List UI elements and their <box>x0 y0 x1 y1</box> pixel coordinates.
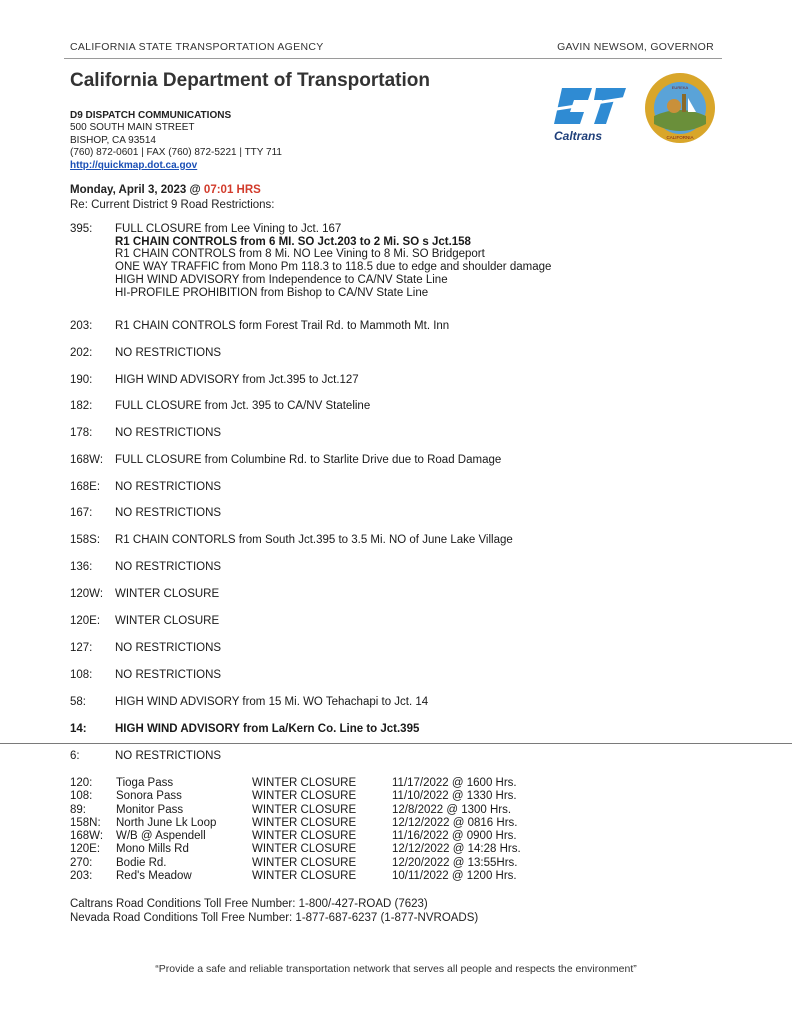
section-divider <box>0 743 792 744</box>
header-rule <box>64 58 722 59</box>
route-status: WINTER CLOSURE <box>115 588 220 600</box>
governor-name: GAVIN NEWSOM, GOVERNOR <box>557 41 714 53</box>
route-status: WINTER CLOSURE <box>115 615 220 627</box>
route-row <box>70 669 221 681</box>
route-number: 178: <box>70 427 93 439</box>
route-number: 190: <box>70 374 93 386</box>
table-row: 108: Sonora Pass WINTER CLOSURE 11/10/2022 @ 1330 Hrs. <box>70 790 517 803</box>
nevada-phone-line: Nevada Road Conditions Toll Free Number: 1-877-687-6237 (1-877-NVROADS) <box>70 912 479 924</box>
route-row <box>70 588 219 600</box>
route-status: FULL CLOSURE from Jct. 395 to CA/NV Stateline <box>115 400 371 412</box>
svg-text:EUREKA: EUREKA <box>671 85 689 90</box>
office-name: D9 DISPATCH COMMUNICATIONS <box>70 110 232 121</box>
route-row <box>70 374 359 386</box>
table-row: 120: Tioga Pass WINTER CLOSURE 11/17/2022 @ 1600 Hrs. <box>70 777 517 789</box>
route-row <box>70 454 501 466</box>
route-row <box>70 481 221 493</box>
route-number: 158S: <box>70 534 101 546</box>
route-number: 127: <box>70 642 93 654</box>
office-block <box>70 110 282 172</box>
route-row <box>70 750 221 762</box>
route-row <box>70 723 419 735</box>
route-row <box>70 347 221 359</box>
route-number: 14: <box>70 723 87 735</box>
report-date: Monday, April 3, 2023 @ <box>70 184 204 196</box>
restriction-line: R1 CHAIN CONTROLS from 8 Mi. NO Lee Vining to 8 Mi. SO Bridgeport <box>115 248 485 261</box>
svg-text:CALIFORNIA: CALIFORNIA <box>666 135 694 140</box>
caltrans-wordmark: Caltrans <box>554 129 603 143</box>
route-row <box>70 534 513 546</box>
route-row <box>70 696 428 708</box>
restriction-line: R1 CHAIN CONTROLS from 6 MI. SO Jct.203 to 2 Mi. SO s Jct.158 <box>115 235 471 248</box>
mission-statement: “Provide a safe and reliable transportation network that serves all people and respects the environment” <box>155 963 637 975</box>
table-row: 270: Bodie Rd. WINTER CLOSURE 12/20/2022 @ 13:55Hrs. <box>70 856 518 869</box>
route-number: 136: <box>70 561 93 573</box>
restriction-line: ONE WAY TRAFFIC from Mono Pm 118.3 to 118.5 due to edge and shoulder damage <box>115 261 552 274</box>
route-status: R1 CHAIN CONTORLS from South Jct.395 to 3.5 Mi. NO of June Lake Village <box>115 534 513 546</box>
route-number: 120E: <box>70 615 101 627</box>
route-number: 395: <box>70 223 93 235</box>
route-number: 182: <box>70 400 93 412</box>
route-number: 58: <box>70 696 86 708</box>
route-status: NO RESTRICTIONS <box>115 481 222 493</box>
dateline <box>70 184 261 196</box>
route-row <box>70 642 221 654</box>
route-number: 168E: <box>70 481 101 493</box>
agency-name: CALIFORNIA STATE TRANSPORTATION AGENCY <box>70 41 324 53</box>
route-status: NO RESTRICTIONS <box>115 507 222 519</box>
route-number: 202: <box>70 347 93 359</box>
subject-line: Re: Current District 9 Road Restrictions: <box>70 199 275 211</box>
restriction-line: FULL CLOSURE from Lee Vining to Jct. 167 <box>115 223 342 235</box>
route-row <box>70 615 219 627</box>
route-number: 167: <box>70 507 93 519</box>
route-status: NO RESTRICTIONS <box>115 642 222 654</box>
office-phones: (760) 872-0601 | FAX (760) 872-5221 | TTY 711 <box>70 147 282 159</box>
quickmap-link[interactable]: http://quickmap.dot.ca.gov <box>70 159 198 171</box>
caltrans-logo <box>548 80 630 146</box>
route-row <box>70 427 221 439</box>
route-status: NO RESTRICTIONS <box>115 750 222 762</box>
route-status: FULL CLOSURE from Columbine Rd. to Starlite Drive due to Road Damage <box>115 454 502 466</box>
route-number: 120W: <box>70 588 104 600</box>
route-number: 108: <box>70 669 93 681</box>
caltrans-phone-line: Caltrans Road Conditions Toll Free Number: 1-800/-427-ROAD (7623) <box>70 898 428 910</box>
department-title: California Department of Transportation <box>70 70 430 91</box>
table-row: 158N: North June Lk Loop WINTER CLOSURE 12/12/2022 @ 0816 Hrs. <box>70 816 518 829</box>
route-status: NO RESTRICTIONS <box>115 427 222 439</box>
route-status: HIGH WIND ADVISORY from Jct.395 to Jct.127 <box>115 374 359 386</box>
restriction-line: HIGH WIND ADVISORY from Independence to CA/NV State Line <box>115 273 448 286</box>
route-395-block <box>70 223 750 299</box>
route-status: R1 CHAIN CONTROLS form Forest Trail Rd. to Mammoth Mt. Inn <box>115 320 450 332</box>
office-street: 500 SOUTH MAIN STREET <box>70 122 195 134</box>
restriction-line: HI-PROFILE PROHIBITION from Bishop to CA/NV State Line <box>115 286 429 299</box>
route-status: NO RESTRICTIONS <box>115 669 222 681</box>
report-time: 07:01 HRS <box>203 184 261 196</box>
route-status: HIGH WIND ADVISORY from La/Kern Co. Line to Jct.395 <box>115 723 420 735</box>
route-row <box>70 561 221 573</box>
route-status: NO RESTRICTIONS <box>115 347 222 359</box>
office-city: BISHOP, CA 93514 <box>70 134 156 146</box>
route-row <box>70 400 370 412</box>
table-row: 89: Monitor Pass WINTER CLOSURE 12/8/2022 @ 1300 Hrs. <box>70 803 512 816</box>
route-status: NO RESTRICTIONS <box>115 561 222 573</box>
table-row: 203: Red's Meadow WINTER CLOSURE 10/11/2022 @ 1200 Hrs. <box>70 870 517 883</box>
california-seal-icon <box>644 72 716 144</box>
route-number: 203: <box>70 320 93 332</box>
winter-closures-table <box>70 777 521 883</box>
route-row <box>70 320 449 332</box>
route-status: HIGH WIND ADVISORY from 15 Mi. WO Tehachapi to Jct. 14 <box>115 696 429 708</box>
table-row: 168W: W/B @ Aspendell WINTER CLOSURE 11/16/2022 @ 0900 Hrs. <box>70 830 517 843</box>
route-row <box>70 507 221 519</box>
toll-free-numbers <box>70 897 478 925</box>
route-number: 6: <box>70 750 80 762</box>
route-number: 168W: <box>70 454 104 466</box>
table-row: 120E: Mono Mills Rd WINTER CLOSURE 12/12/2022 @ 14:28 Hrs. <box>70 843 521 856</box>
